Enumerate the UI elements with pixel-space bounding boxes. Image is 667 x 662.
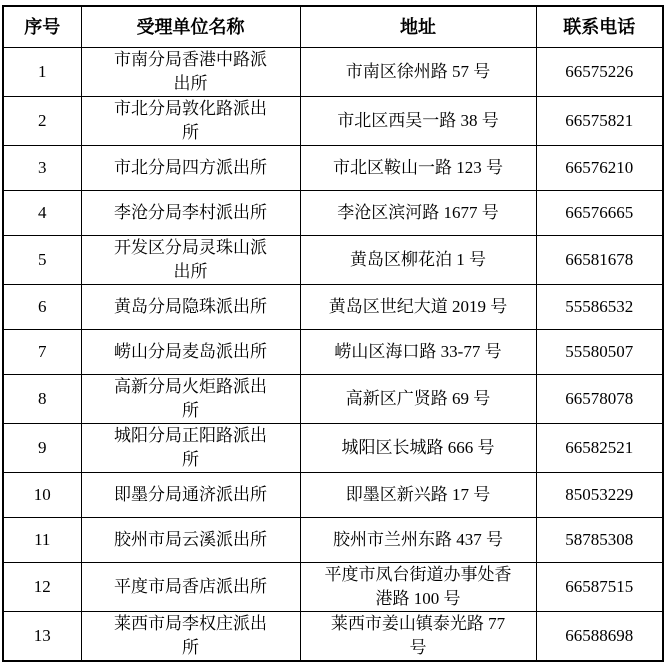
address-cell: 莱西市姜山镇泰光路 77 号 <box>300 611 536 661</box>
address-cell: 高新区广贤路 69 号 <box>300 374 536 423</box>
serial-cell: 13 <box>3 611 81 661</box>
table-row <box>3 47 663 96</box>
address-cell: 黄岛区世纪大道 2019 号 <box>300 284 536 329</box>
serial-cell: 10 <box>3 472 81 517</box>
address-cell: 市北区鞍山一路 123 号 <box>300 145 536 190</box>
serial-cell: 5 <box>3 235 81 284</box>
address-cell: 市南区徐州路 57 号 <box>300 47 536 96</box>
phone-cell: 66576665 <box>536 190 663 235</box>
table-row <box>3 96 663 145</box>
phone-cell: 66578078 <box>536 374 663 423</box>
table-row <box>3 374 663 423</box>
table-row <box>3 562 663 611</box>
phone-cell: 66581678 <box>536 235 663 284</box>
header-serial-number: 序号 <box>3 6 81 47</box>
address-cell: 黄岛区柳花泊 1 号 <box>300 235 536 284</box>
serial-cell: 12 <box>3 562 81 611</box>
table-row <box>3 284 663 329</box>
unit-name-cell: 市北分局敦化路派出所 <box>81 96 300 145</box>
phone-cell: 66588698 <box>536 611 663 661</box>
unit-name-cell: 高新分局火炬路派出所 <box>81 374 300 423</box>
address-cell: 城阳区长城路 666 号 <box>300 423 536 472</box>
phone-cell: 66587515 <box>536 562 663 611</box>
unit-name-cell: 市北分局四方派出所 <box>81 145 300 190</box>
phone-cell: 55586532 <box>536 284 663 329</box>
table-row <box>3 472 663 517</box>
serial-cell: 1 <box>3 47 81 96</box>
phone-cell: 66575821 <box>536 96 663 145</box>
serial-cell: 2 <box>3 96 81 145</box>
serial-cell: 4 <box>3 190 81 235</box>
unit-name-cell: 莱西市局李权庄派出所 <box>81 611 300 661</box>
address-cell: 平度市凤台街道办事处香港路 100 号 <box>300 562 536 611</box>
table-row <box>3 190 663 235</box>
header-phone: 联系电话 <box>536 6 663 47</box>
phone-cell: 66582521 <box>536 423 663 472</box>
serial-cell: 7 <box>3 329 81 374</box>
unit-name-cell: 崂山分局麦岛派出所 <box>81 329 300 374</box>
table-row <box>3 235 663 284</box>
unit-name-cell: 开发区分局灵珠山派出所 <box>81 235 300 284</box>
phone-cell: 58785308 <box>536 517 663 562</box>
unit-name-cell: 黄岛分局隐珠派出所 <box>81 284 300 329</box>
table-row <box>3 423 663 472</box>
serial-cell: 8 <box>3 374 81 423</box>
address-cell: 李沧区滨河路 1677 号 <box>300 190 536 235</box>
header-row <box>3 6 663 47</box>
address-cell: 崂山区海口路 33-77 号 <box>300 329 536 374</box>
address-cell: 市北区西吴一路 38 号 <box>300 96 536 145</box>
table-header <box>3 6 663 47</box>
table-row <box>3 517 663 562</box>
unit-name-cell: 市南分局香港中路派出所 <box>81 47 300 96</box>
serial-cell: 6 <box>3 284 81 329</box>
police-station-contact-table <box>2 5 664 662</box>
serial-cell: 9 <box>3 423 81 472</box>
phone-cell: 55580507 <box>536 329 663 374</box>
phone-cell: 66575226 <box>536 47 663 96</box>
serial-cell: 11 <box>3 517 81 562</box>
address-cell: 即墨区新兴路 17 号 <box>300 472 536 517</box>
table-row <box>3 611 663 661</box>
unit-name-cell: 即墨分局通济派出所 <box>81 472 300 517</box>
unit-name-cell: 城阳分局正阳路派出所 <box>81 423 300 472</box>
phone-cell: 66576210 <box>536 145 663 190</box>
serial-cell: 3 <box>3 145 81 190</box>
unit-name-cell: 李沧分局李村派出所 <box>81 190 300 235</box>
address-cell: 胶州市兰州东路 437 号 <box>300 517 536 562</box>
unit-name-cell: 平度市局香店派出所 <box>81 562 300 611</box>
header-address: 地址 <box>300 6 536 47</box>
phone-cell: 85053229 <box>536 472 663 517</box>
table-body <box>3 47 663 661</box>
table-row <box>3 329 663 374</box>
table-row <box>3 145 663 190</box>
header-unit-name: 受理单位名称 <box>81 6 300 47</box>
unit-name-cell: 胶州市局云溪派出所 <box>81 517 300 562</box>
